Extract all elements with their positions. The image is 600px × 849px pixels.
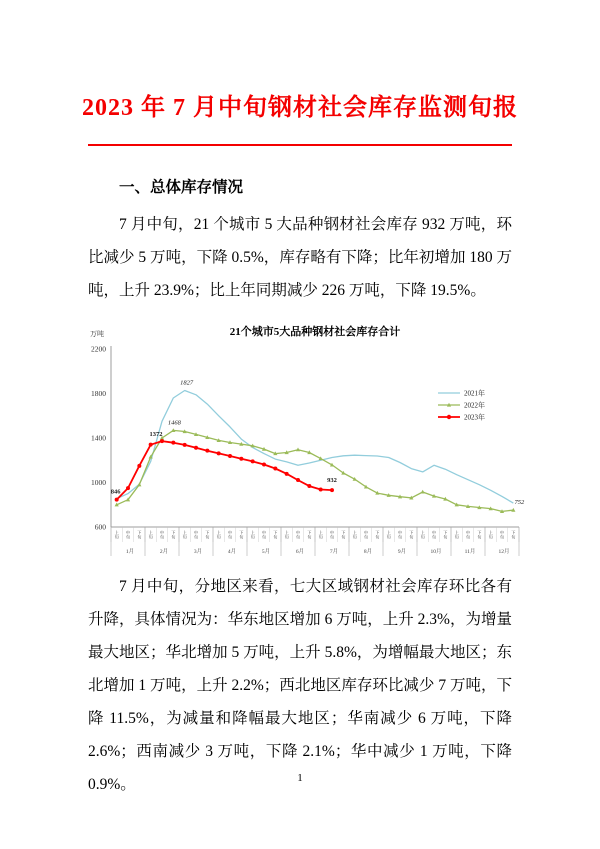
x-subperiod-label: 下旬 xyxy=(409,530,414,540)
x-subperiod-label: 上旬 xyxy=(148,530,153,540)
x-month-label: 6月 xyxy=(295,549,305,555)
title-underline xyxy=(88,144,512,146)
legend-label: 2023年 xyxy=(464,413,485,422)
x-subperiod-label: 下旬 xyxy=(477,530,482,540)
x-month-label: 12月 xyxy=(498,549,510,555)
chart-legend xyxy=(438,388,485,421)
x-subperiod-label: 下旬 xyxy=(443,530,448,540)
legend-entry-2021年 xyxy=(438,388,485,397)
legend-label: 2022年 xyxy=(464,401,485,410)
x-subperiod-label: 中旬 xyxy=(499,530,505,540)
x-subperiod-label: 下旬 xyxy=(307,530,312,540)
y-tick-label: 2200 xyxy=(91,344,106,354)
x-subperiod-label: 下旬 xyxy=(511,530,516,540)
x-axis-labels xyxy=(111,527,519,556)
x-subperiod-label: 中旬 xyxy=(193,530,199,540)
x-month-label: 11月 xyxy=(464,549,476,555)
x-month-label: 4月 xyxy=(227,549,237,555)
x-month-label: 1月 xyxy=(125,549,135,555)
y-axis-unit-label: 万吨 xyxy=(90,330,104,338)
x-subperiod-label: 下旬 xyxy=(273,530,278,540)
report-title: 2023 年 7 月中旬钢材社会库存监测旬报 xyxy=(82,95,518,121)
inventory-line-chart xyxy=(76,319,528,562)
data-point-label: 1468 xyxy=(167,419,181,427)
x-subperiod-label: 下旬 xyxy=(341,530,346,540)
paragraph-overview: 7 月中旬，21 个城市 5 大品种钢材社会库存 932 万吨，环比减少 5 万吨，下降 0.5%，库存略有下降；比年初增加 180 万吨，上升 23.9%；比上年同期减少 226 万吨，下降 19.5%。 xyxy=(88,216,512,299)
legend-label: 2021年 xyxy=(464,389,485,398)
data-point-label: 932 xyxy=(327,477,337,485)
legend-entry-2022年 xyxy=(438,400,485,409)
x-subperiod-label: 下旬 xyxy=(137,530,142,540)
y-tick-label: 600 xyxy=(94,522,106,532)
chart-title: 21个城市5大品种钢材社会库存合计 xyxy=(229,326,401,338)
chart-canvas xyxy=(76,319,528,562)
data-point-label: 846 xyxy=(110,488,121,496)
y-tick-label: 1000 xyxy=(91,478,106,487)
x-subperiod-label: 中旬 xyxy=(125,530,131,540)
x-subperiod-label: 上旬 xyxy=(488,530,493,540)
page-number: 1 xyxy=(297,772,303,784)
x-subperiod-label: 上旬 xyxy=(352,530,357,540)
x-subperiod-label: 上旬 xyxy=(318,530,323,540)
data-point-label: 752 xyxy=(514,499,525,507)
series-2022年 xyxy=(115,428,516,513)
x-subperiod-label: 中旬 xyxy=(159,530,165,540)
x-subperiod-label: 上旬 xyxy=(420,530,425,540)
x-month-label: 8月 xyxy=(363,549,373,555)
x-month-label: 2月 xyxy=(159,549,169,555)
x-subperiod-label: 中旬 xyxy=(295,530,301,540)
x-month-label: 10月 xyxy=(430,549,442,555)
x-subperiod-label: 上旬 xyxy=(386,530,391,540)
data-point-label: 1372 xyxy=(149,431,163,439)
x-subperiod-label: 中旬 xyxy=(261,530,267,540)
paragraph-regions: 7 月中旬，分地区来看，七大区域钢材社会库存环比各有升降，具体情况为：华东地区增加 6 万吨，上升 2.3%，为增量最大地区；华北增加 5 万吨，上升 5.8%，为增幅最大地区；东北增加 1 万吨，上升 2.2%；西北地区库存环比减少 7 万吨，下降 11.5%，为减量和降幅最大地区；华南减少 6 万吨，下降 2.6%；西南减少 3 万吨，下降 2.1%；华中减少 1 万吨，下降 0.9%。 xyxy=(88,578,512,793)
section-heading: 一、总体库存情况 xyxy=(119,179,244,196)
x-subperiod-label: 中旬 xyxy=(397,530,403,540)
y-tick-label: 1800 xyxy=(91,389,106,398)
data-point-label: 1827 xyxy=(180,379,194,387)
series-2023年 xyxy=(115,439,334,502)
x-subperiod-label: 下旬 xyxy=(239,530,244,540)
x-subperiod-label: 下旬 xyxy=(375,530,380,540)
x-month-label: 7月 xyxy=(329,549,339,555)
x-subperiod-label: 上旬 xyxy=(114,530,119,540)
x-subperiod-label: 上旬 xyxy=(216,530,221,540)
x-subperiod-label: 中旬 xyxy=(363,530,369,540)
x-month-label: 9月 xyxy=(397,549,407,555)
x-subperiod-label: 上旬 xyxy=(454,530,459,540)
x-month-label: 5月 xyxy=(261,549,271,555)
y-tick-label: 1400 xyxy=(91,433,106,443)
x-subperiod-label: 上旬 xyxy=(182,530,187,540)
legend-entry-2023年 xyxy=(438,412,485,421)
series-2021年 xyxy=(117,391,514,504)
x-subperiod-label: 中旬 xyxy=(329,530,335,540)
x-subperiod-label: 中旬 xyxy=(465,530,471,540)
x-subperiod-label: 中旬 xyxy=(227,530,233,540)
x-subperiod-label: 上旬 xyxy=(250,530,255,540)
x-subperiod-label: 下旬 xyxy=(205,530,210,540)
x-subperiod-label: 中旬 xyxy=(431,530,437,540)
x-month-label: 3月 xyxy=(193,549,203,555)
x-subperiod-label: 下旬 xyxy=(171,530,176,540)
x-subperiod-label: 上旬 xyxy=(284,530,289,540)
